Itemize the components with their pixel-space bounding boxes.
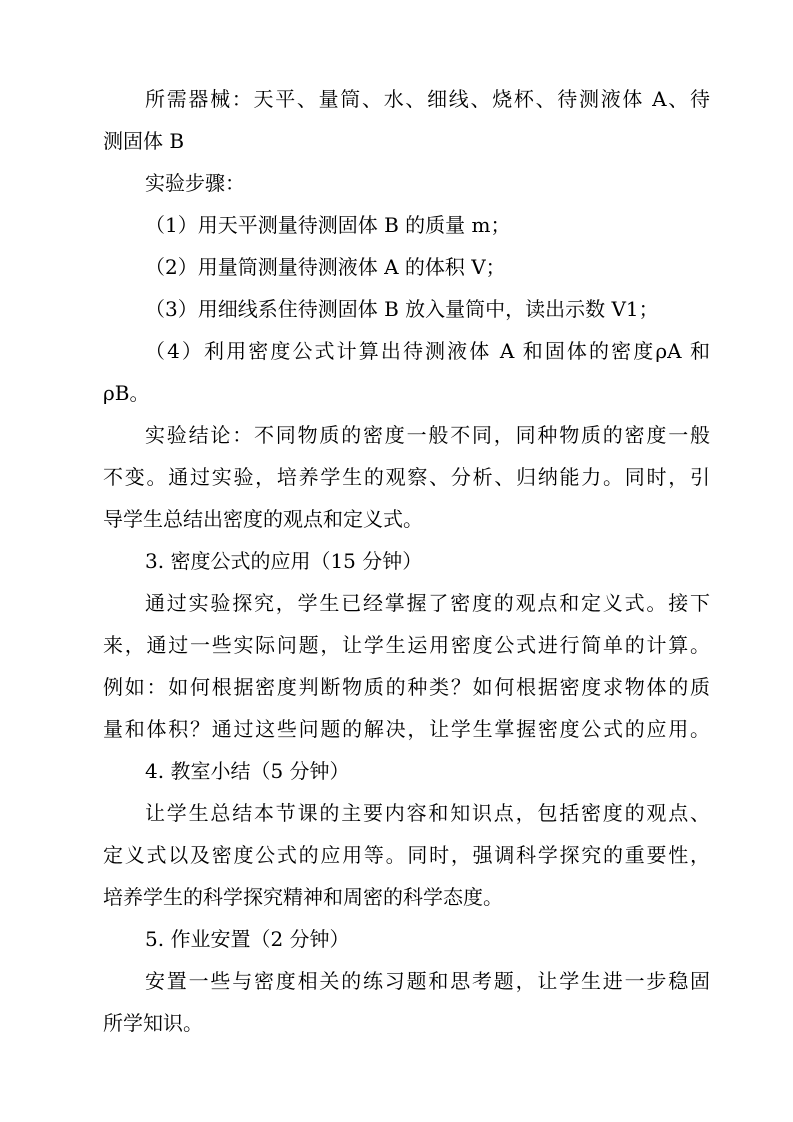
conclusion-line-3: 导学生总结出密度的观点和定义式。 — [103, 507, 423, 531]
conclusion-line-1: 实验结论：不同物质的密度一般不同，同种物质的密度一般 — [145, 423, 710, 447]
section-4-line-2: 定义式以及密度公式的应用等。同时，强调科学探究的重要性， — [103, 843, 710, 867]
equipment-line-1: 所需器械：天平、量筒、水、细线、烧杯、待测液体 A、待 — [145, 87, 710, 111]
section-5-heading: 5. 作业安置（2 分钟） — [145, 927, 350, 951]
step-4-line-2: ρB。 — [103, 381, 150, 405]
section-4-line-3: 培养学生的科学探究精神和周密的科学态度。 — [103, 885, 503, 909]
step-2: （2）用量筒测量待测液体 A 的体积 V； — [145, 255, 506, 279]
step-4-line-1: （4）利用密度公式计算出待测液体 A 和固体的密度ρA 和 — [145, 339, 710, 363]
equipment-line-2: 测固体 B — [103, 129, 185, 153]
section-4-heading: 4. 教室小结（5 分钟） — [145, 759, 350, 783]
section-3-heading: 3. 密度公式的应用（15 分钟） — [145, 549, 423, 573]
section-3-line-3: 例如：如何根据密度判断物质的种类？如何根据密度求物体的质 — [103, 675, 710, 699]
steps-heading: 实验步骤： — [145, 171, 245, 195]
section-4-line-1: 让学生总结本节课的主要内容和知识点，包括密度的观点、 — [145, 801, 710, 825]
step-3: （3）用细线系住待测固体 B 放入量筒中，读出示数 V1； — [145, 297, 659, 321]
step-1: （1）用天平测量待测固体 B 的质量 m； — [145, 213, 511, 237]
section-5-line-2: 所学知识。 — [103, 1011, 203, 1035]
section-3-line-2: 来，通过一些实际问题，让学生运用密度公式进行简单的计算。 — [103, 633, 710, 657]
section-5-line-1: 安置一些与密度相关的练习题和思考题，让学生进一步稳固 — [145, 969, 710, 993]
section-3-line-4: 量和体积？通过这些问题的解决，让学生掌握密度公式的应用。 — [103, 717, 710, 741]
section-3-line-1: 通过实验探究，学生已经掌握了密度的观点和定义式。接下 — [145, 591, 710, 615]
conclusion-line-2: 不变。通过实验，培养学生的观察、分析、归纳能力。同时，引 — [103, 465, 710, 489]
